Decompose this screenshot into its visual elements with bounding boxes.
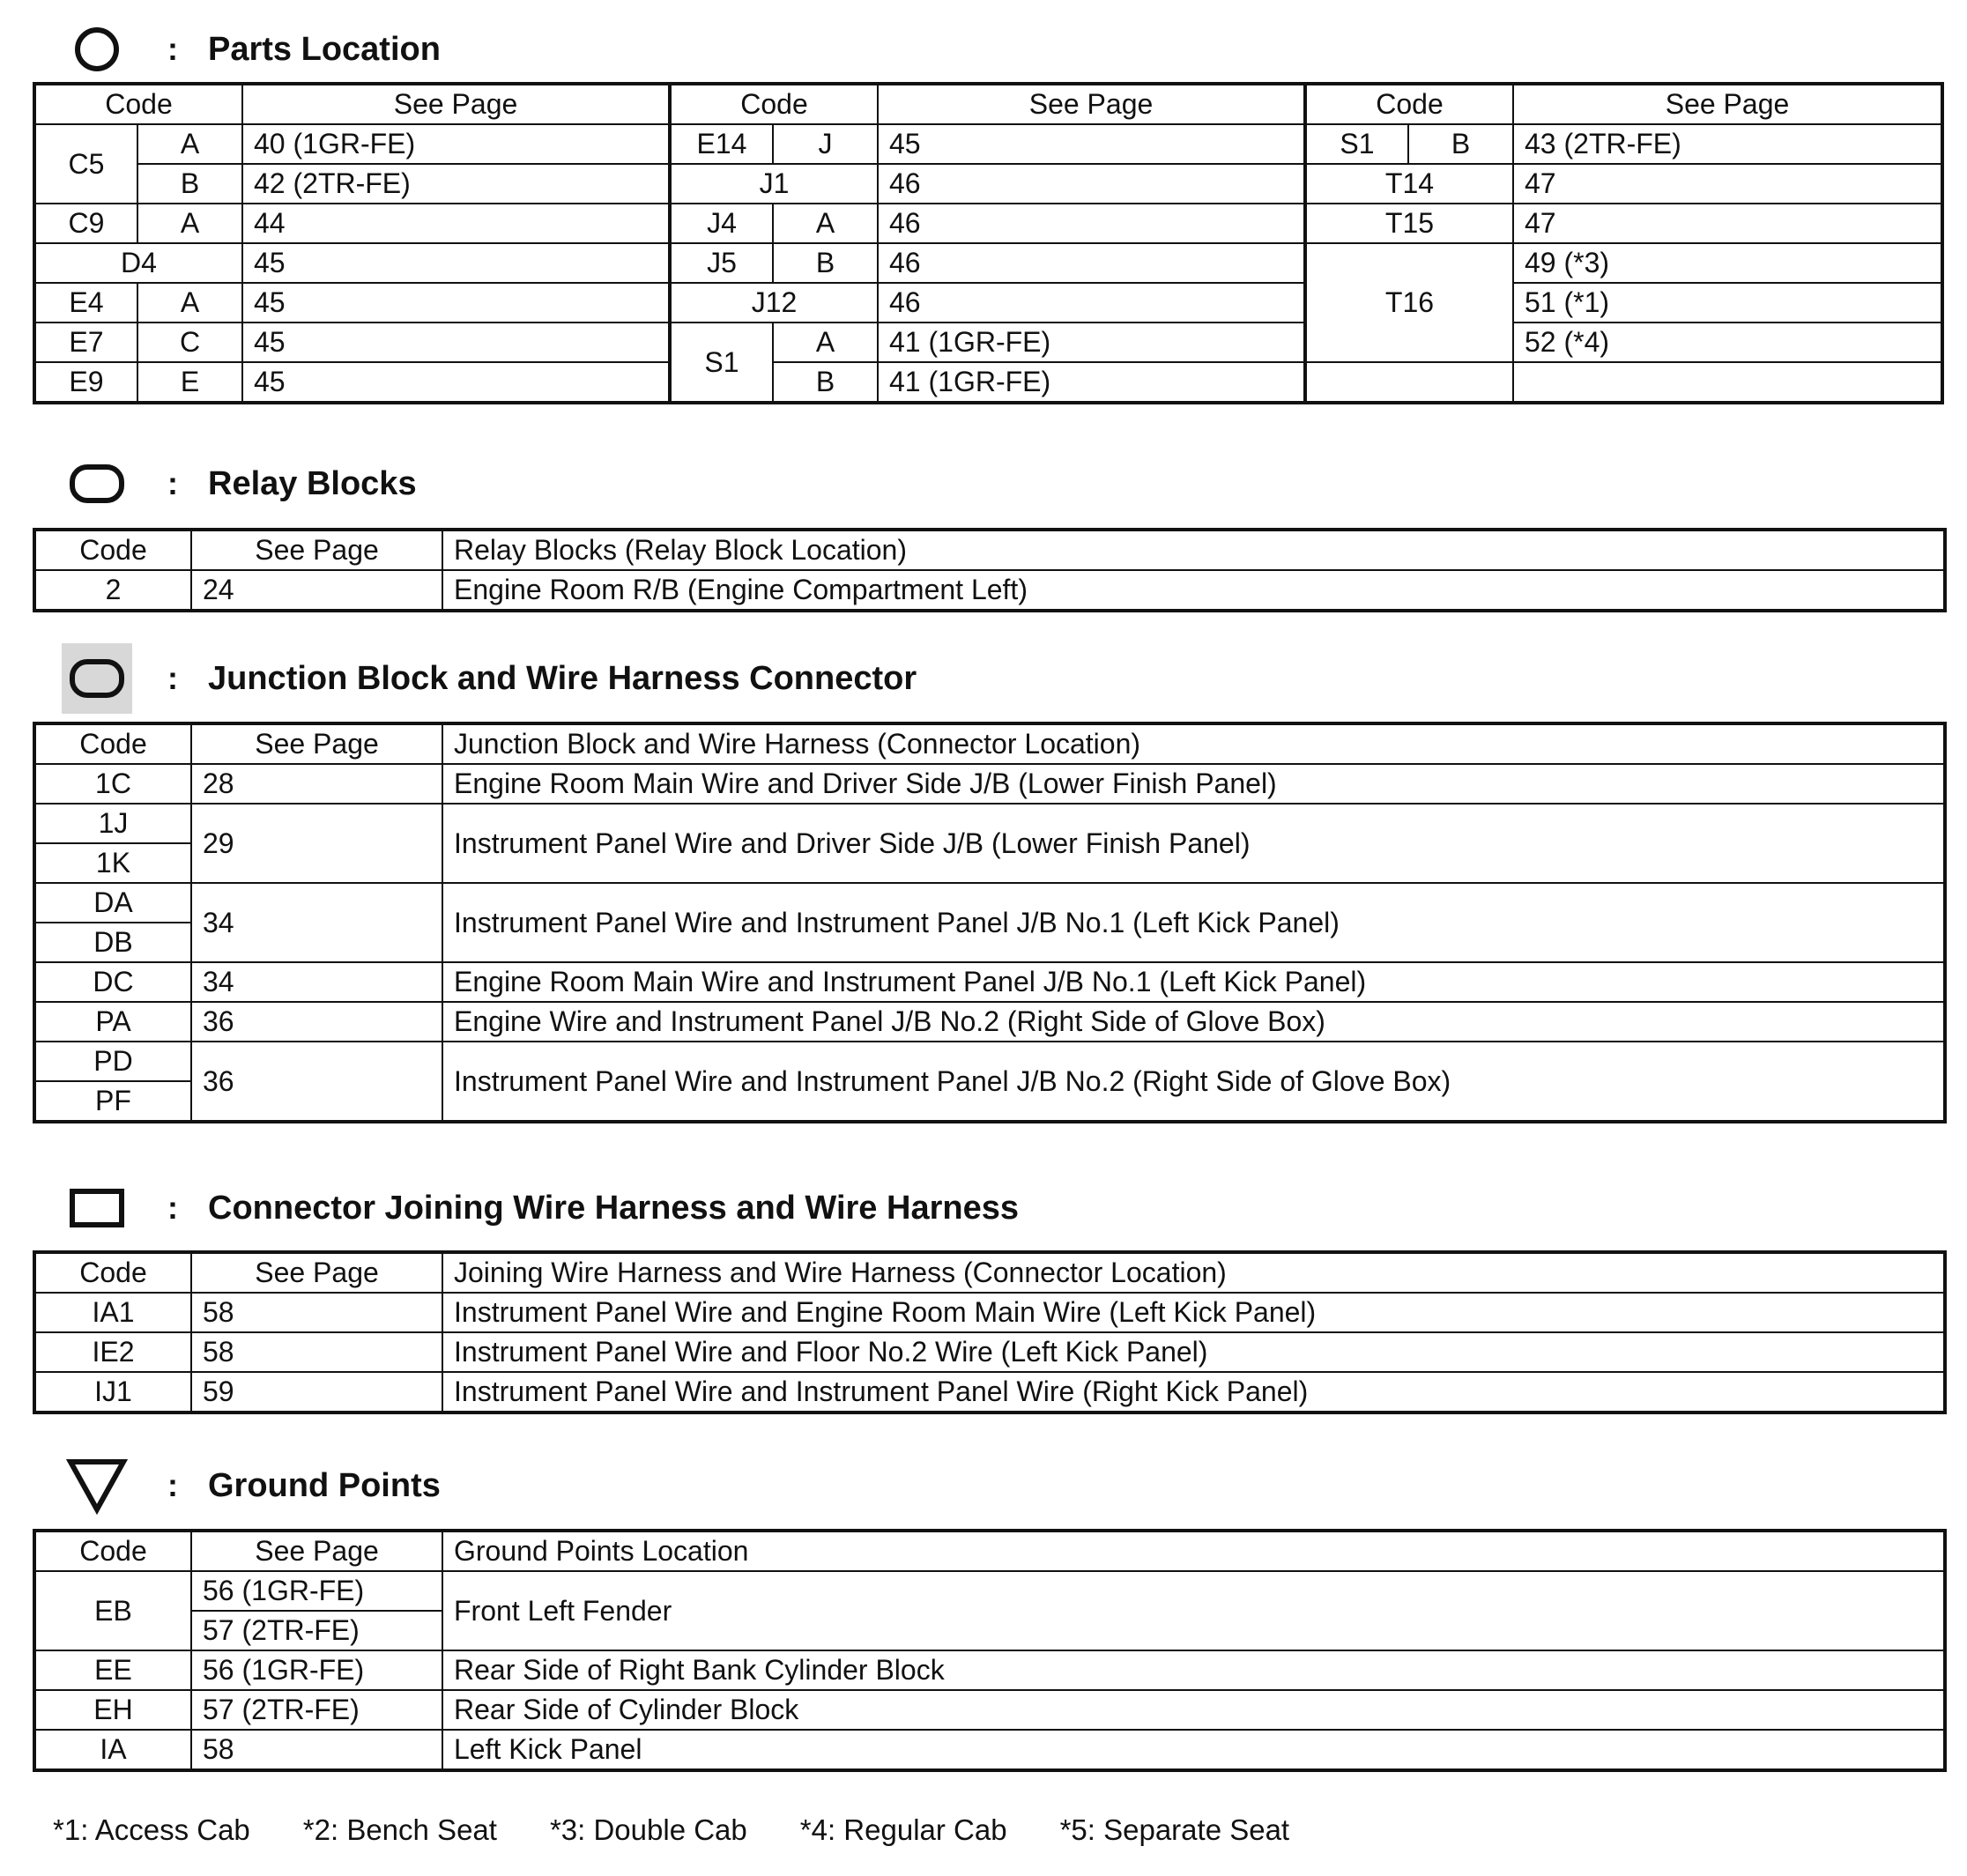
page-cell: 58	[191, 1293, 442, 1332]
sub-code-cell: A	[137, 124, 242, 164]
page-cell: 46	[878, 204, 1305, 243]
location-cell: Instrument Panel Wire and Instrument Panel J/B No.2 (Right Side of Glove Box)	[442, 1042, 1945, 1122]
header-see-page: See Page	[191, 1531, 442, 1571]
colon: :	[167, 1467, 178, 1503]
header-code: Code	[670, 84, 878, 124]
code-cell: E14	[670, 124, 773, 164]
code-cell: E7	[34, 323, 137, 362]
sub-code-cell: A	[137, 283, 242, 323]
table-row	[34, 804, 1945, 843]
table-row	[34, 1042, 1945, 1081]
location-cell: Front Left Fender	[442, 1571, 1945, 1650]
code-cell: IE2	[34, 1332, 191, 1372]
header-code: Code	[34, 723, 191, 764]
header-see-page: See Page	[191, 530, 442, 570]
code-cell: 2	[34, 570, 191, 611]
table-header-row	[34, 84, 1942, 124]
header-see-page: See Page	[242, 84, 670, 124]
section-title: Parts Location	[208, 30, 441, 68]
page-cell: 47	[1513, 164, 1942, 204]
sub-code-cell: A	[773, 323, 878, 362]
table-row	[34, 570, 1945, 611]
sub-code-cell: B	[773, 243, 878, 283]
page-cell: 45	[242, 323, 670, 362]
footnotes	[53, 1813, 1342, 1847]
table-row	[34, 124, 1942, 164]
junction-block-heading	[62, 643, 917, 714]
code-cell: E4	[34, 283, 137, 323]
code-cell: C9	[34, 204, 137, 243]
page-cell: 43 (2TR-FE)	[1513, 124, 1942, 164]
location-cell: Instrument Panel Wire and Instrument Panel Wire (Right Kick Panel)	[442, 1372, 1945, 1413]
table-row	[34, 764, 1945, 804]
ground-points-heading	[62, 1450, 441, 1521]
page-cell: 52 (*4)	[1513, 323, 1942, 362]
code-cell: S1	[1305, 124, 1408, 164]
page-cell: 40 (1GR-FE)	[242, 124, 670, 164]
code-cell: EH	[34, 1690, 191, 1730]
page-cell: 59	[191, 1372, 442, 1413]
table-header-row	[34, 723, 1945, 764]
sub-code-cell: A	[773, 204, 878, 243]
code-cell: D4	[34, 243, 242, 283]
table-row	[34, 204, 1942, 243]
page-cell: 45	[242, 243, 670, 283]
code-cell: IA	[34, 1730, 191, 1770]
header-code: Code	[1305, 84, 1513, 124]
table-row	[34, 1293, 1945, 1332]
header-code: Code	[34, 1531, 191, 1571]
header-code: Code	[34, 530, 191, 570]
table-row	[34, 1650, 1945, 1690]
location-cell: Instrument Panel Wire and Floor No.2 Wire (Left Kick Panel)	[442, 1332, 1945, 1372]
empty-cell	[1305, 362, 1513, 403]
code-cell: J4	[670, 204, 773, 243]
page-cell: 34	[191, 883, 442, 962]
rectangle-icon	[62, 1173, 132, 1243]
sub-code-cell: B	[1408, 124, 1513, 164]
section-title: Connector Joining Wire Harness and Wire Harness	[208, 1189, 1019, 1227]
table-row	[34, 1372, 1945, 1413]
code-cell: DA	[34, 883, 191, 923]
joining-connector-table	[33, 1250, 1947, 1414]
code-cell: PF	[34, 1081, 191, 1122]
table-row	[34, 283, 1942, 323]
header-location: Joining Wire Harness and Wire Harness (Connector Location)	[442, 1252, 1945, 1293]
table-row	[34, 1571, 1945, 1611]
ground-points-table	[33, 1529, 1947, 1772]
location-cell: Engine Room Main Wire and Instrument Panel J/B No.1 (Left Kick Panel)	[442, 962, 1945, 1002]
page-cell: 34	[191, 962, 442, 1002]
code-cell: 1C	[34, 764, 191, 804]
page-cell: 47	[1513, 204, 1942, 243]
junction-block-table	[33, 722, 1947, 1123]
footnote: *5: Separate Seat	[1059, 1813, 1290, 1846]
footnote: *4: Regular Cab	[799, 1813, 1007, 1846]
section-title: Ground Points	[208, 1466, 441, 1504]
code-cell: 1J	[34, 804, 191, 843]
location-cell: Instrument Panel Wire and Engine Room Main Wire (Left Kick Panel)	[442, 1293, 1945, 1332]
location-cell: Rear Side of Right Bank Cylinder Block	[442, 1650, 1945, 1690]
sub-code-cell: J	[773, 124, 878, 164]
page-cell: 28	[191, 764, 442, 804]
page-cell: 56 (1GR-FE)	[191, 1650, 442, 1690]
colon: :	[167, 465, 178, 501]
location-cell: Instrument Panel Wire and Driver Side J/B (Lower Finish Panel)	[442, 804, 1945, 883]
location-cell: Instrument Panel Wire and Instrument Panel J/B No.1 (Left Kick Panel)	[442, 883, 1945, 962]
sub-code-cell: A	[137, 204, 242, 243]
code-cell: DC	[34, 962, 191, 1002]
location-cell: Engine Room R/B (Engine Compartment Left)	[442, 570, 1945, 611]
table-row	[34, 1002, 1945, 1042]
page-cell: 45	[878, 124, 1305, 164]
sub-code-cell: B	[773, 362, 878, 403]
location-cell: Engine Wire and Instrument Panel J/B No.2 (Right Side of Glove Box)	[442, 1002, 1945, 1042]
header-see-page: See Page	[1513, 84, 1942, 124]
table-row	[34, 1730, 1945, 1770]
code-cell: J5	[670, 243, 773, 283]
code-cell: PD	[34, 1042, 191, 1081]
page-cell: 41 (1GR-FE)	[878, 323, 1305, 362]
colon: :	[167, 1190, 178, 1226]
page-cell: 46	[878, 283, 1305, 323]
header-code: Code	[34, 1252, 191, 1293]
sub-code-cell: B	[137, 164, 242, 204]
page-cell: 45	[242, 283, 670, 323]
section-title: Relay Blocks	[208, 464, 417, 502]
page-cell: 46	[878, 164, 1305, 204]
footnote: *3: Double Cab	[549, 1813, 747, 1846]
header-location: Junction Block and Wire Harness (Connector Location)	[442, 723, 1945, 764]
page-cell: 56 (1GR-FE)	[191, 1571, 442, 1611]
triangle-icon	[62, 1450, 132, 1521]
joining-connector-heading	[62, 1173, 1019, 1243]
table-row	[34, 323, 1942, 362]
page-cell: 42 (2TR-FE)	[242, 164, 670, 204]
table-row	[34, 883, 1945, 923]
page-cell: 45	[242, 362, 670, 403]
code-cell: T15	[1305, 204, 1513, 243]
page-cell: 49 (*3)	[1513, 243, 1942, 283]
table-header-row	[34, 1531, 1945, 1571]
parts-location-heading	[62, 14, 441, 85]
footnote: *1: Access Cab	[53, 1813, 250, 1846]
page-cell: 57 (2TR-FE)	[191, 1690, 442, 1730]
sub-code-cell: C	[137, 323, 242, 362]
code-cell: J12	[670, 283, 878, 323]
location-cell: Left Kick Panel	[442, 1730, 1945, 1770]
parts-location-table	[33, 82, 1944, 404]
code-cell: PA	[34, 1002, 191, 1042]
footnote: *2: Bench Seat	[302, 1813, 497, 1846]
code-cell: IJ1	[34, 1372, 191, 1413]
empty-cell	[1513, 362, 1942, 403]
code-cell: J1	[670, 164, 878, 204]
page-cell: 29	[191, 804, 442, 883]
header-location: Ground Points Location	[442, 1531, 1945, 1571]
header-code: Code	[34, 84, 242, 124]
page-cell: 36	[191, 1002, 442, 1042]
colon: :	[167, 31, 178, 67]
relay-blocks-heading	[62, 449, 417, 519]
page-cell: 46	[878, 243, 1305, 283]
code-cell: E9	[34, 362, 137, 403]
sub-code-cell: E	[137, 362, 242, 403]
code-cell: C5	[34, 124, 137, 204]
table-header-row	[34, 1252, 1945, 1293]
code-cell: T16	[1305, 243, 1513, 362]
table-row	[34, 1690, 1945, 1730]
colon: :	[167, 660, 178, 696]
table-row	[34, 1332, 1945, 1372]
header-location: Relay Blocks (Relay Block Location)	[442, 530, 1945, 570]
header-see-page: See Page	[191, 1252, 442, 1293]
page-cell: 58	[191, 1730, 442, 1770]
section-title: Junction Block and Wire Harness Connector	[208, 659, 917, 697]
relay-blocks-table	[33, 528, 1947, 612]
table-row	[34, 243, 1942, 283]
header-see-page: See Page	[191, 723, 442, 764]
header-see-page: See Page	[878, 84, 1305, 124]
page-cell: 36	[191, 1042, 442, 1122]
code-cell: EB	[34, 1571, 191, 1650]
page-cell: 41 (1GR-FE)	[878, 362, 1305, 403]
page-cell: 51 (*1)	[1513, 283, 1942, 323]
code-cell: S1	[670, 323, 773, 403]
table-row	[34, 164, 1942, 204]
code-cell: 1K	[34, 843, 191, 883]
rounded-rectangle-icon	[62, 449, 132, 519]
page-cell: 24	[191, 570, 442, 611]
location-cell: Engine Room Main Wire and Driver Side J/B (Lower Finish Panel)	[442, 764, 1945, 804]
table-row	[34, 362, 1942, 403]
table-header-row	[34, 530, 1945, 570]
code-cell: EE	[34, 1650, 191, 1690]
shaded-rounded-rectangle-icon	[62, 643, 132, 714]
circle-icon	[62, 14, 132, 85]
page-cell: 57 (2TR-FE)	[191, 1611, 442, 1650]
code-cell: T14	[1305, 164, 1513, 204]
location-cell: Rear Side of Cylinder Block	[442, 1690, 1945, 1730]
table-row	[34, 962, 1945, 1002]
code-cell: IA1	[34, 1293, 191, 1332]
page-cell: 44	[242, 204, 670, 243]
code-cell: DB	[34, 923, 191, 962]
page-cell: 58	[191, 1332, 442, 1372]
